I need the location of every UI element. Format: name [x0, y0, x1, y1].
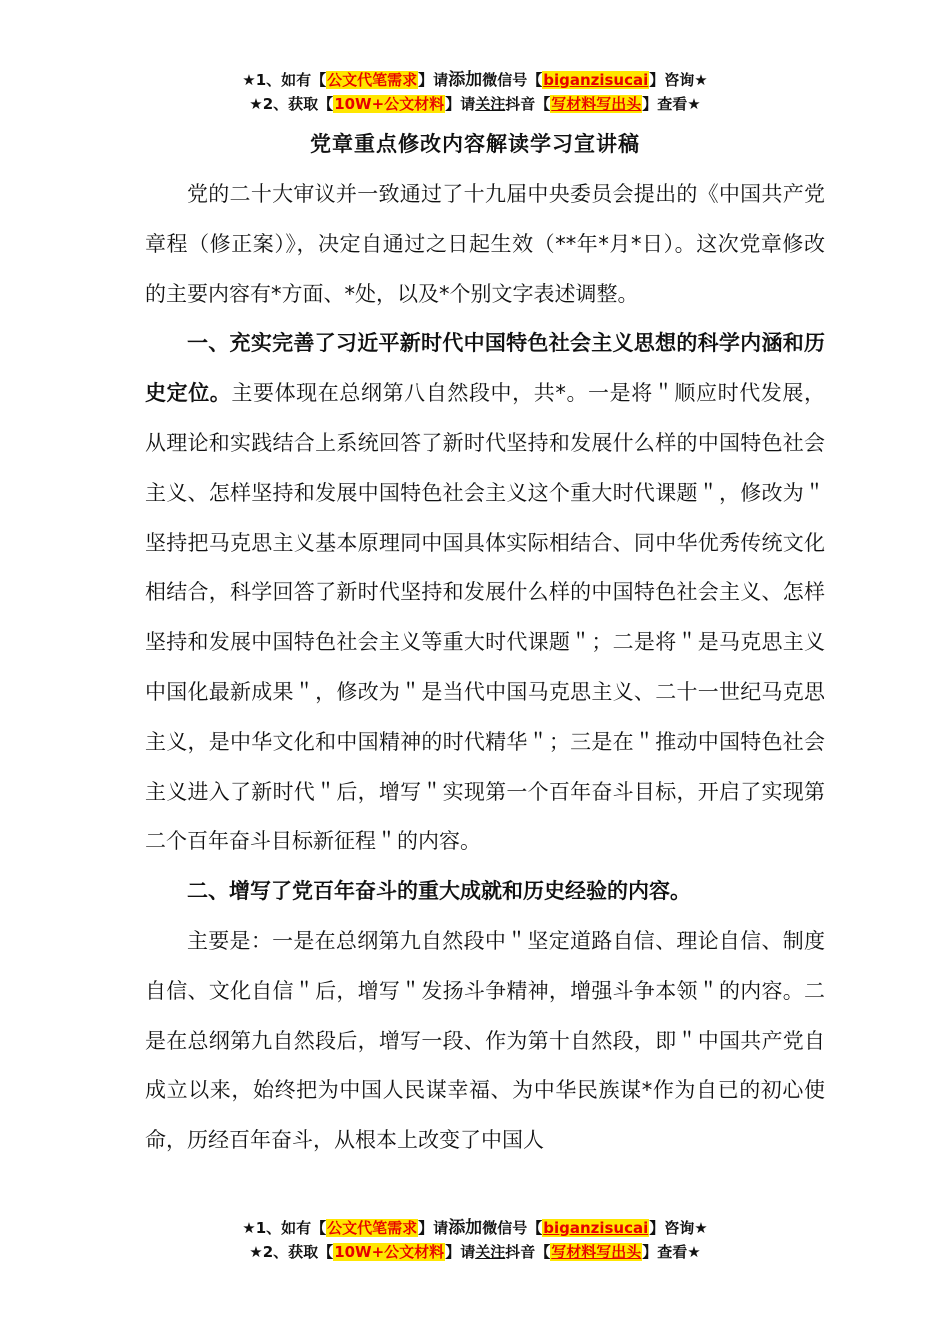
banner-line-1: ★1、如有【公文代笔需求】请添加微信号【biganzisucai】咨询★: [242, 1218, 708, 1238]
section-2-heading: 二、增写了党百年奋斗的重大成就和历史经验的内容。: [187, 879, 691, 904]
top-banner: [0, 68, 950, 116]
section-1-heading: 一、充实完善了习近平新时代中国特色社会主义思想的科学内涵和历史定位。: [145, 331, 825, 406]
document-body: [145, 170, 825, 1166]
douyin-account: 写材料写出头: [551, 95, 642, 113]
highlight-service: 公文代笔需求: [327, 71, 418, 89]
highlight-service: 公文代笔需求: [327, 1219, 418, 1237]
intro-paragraph: 党的二十大审议并一致通过了十九届中央委员会提出的《中国共产党章程（修正案）》，决定自通过之日起生效（**年*月*日）。这次党章修改的主要内容有*方面、*处，以及*个别文字表述调整。: [145, 182, 825, 306]
banner-line-2: ★2、获取【10W+公文材料】请关注抖音【写材料写出头】查看★: [249, 95, 701, 113]
document-title: 党章重点修改内容解读学习宣讲稿: [310, 132, 640, 156]
banner-line-1: ★1、如有【公文代笔需求】请添加微信号【biganzisucai】咨询★: [242, 70, 708, 90]
highlight-materials: 10W+公文材料: [334, 95, 445, 113]
wechat-id: biganzisucai: [543, 71, 649, 89]
highlight-materials: 10W+公文材料: [334, 1243, 445, 1261]
bottom-banner: [0, 1216, 950, 1264]
section-1-paragraph: [145, 319, 825, 867]
section-1-body: 主要体现在总纲第八自然段中，共*。一是将＂顺应时代发展，从理论和实践结合上系统回答了新时代坚持和发展什么样的中国特色社会主义、怎样坚持和发展中国特色社会主义这个重大时代课题＂，修改为＂坚持把马克思主义基本原理同中国具体实际相结合、同中华优秀传统文化相结合，科学回答了新时代坚持和发展什么样的中国特色社会主义、怎样坚持和发展中国特色社会主义等重大时代课题＂；二是将＂是马克思主义中国化最新成果＂，修改为＂是当代中国马克思主义、二十一世纪马克思主义，是中华文化和中国精神的时代精华＂；三是在＂推动中国特色社会主义进入了新时代＂后，增写＂实现第一个百年奋斗目标，开启了实现第二个百年奋斗目标新征程＂的内容。: [145, 381, 826, 854]
banner-line-2: ★2、获取【10W+公文材料】请关注抖音【写材料写出头】查看★: [249, 1243, 701, 1261]
section-2-body: 主要是：一是在总纲第九自然段中＂坚定道路自信、理论自信、制度自信、文化自信＂后，增写＂发扬斗争精神，增强斗争本领＂的内容。二是在总纲第九自然段后，增写一段、作为第十自然段，即＂中国共产党自成立以来，始终把为中国人民谋幸福、为中华民族谋*作为自已的初心使命，历经百年奋斗，从根本上改变了中国人: [145, 928, 825, 1153]
wechat-id: biganzisucai: [543, 1219, 649, 1237]
douyin-account: 写材料写出头: [551, 1243, 642, 1261]
